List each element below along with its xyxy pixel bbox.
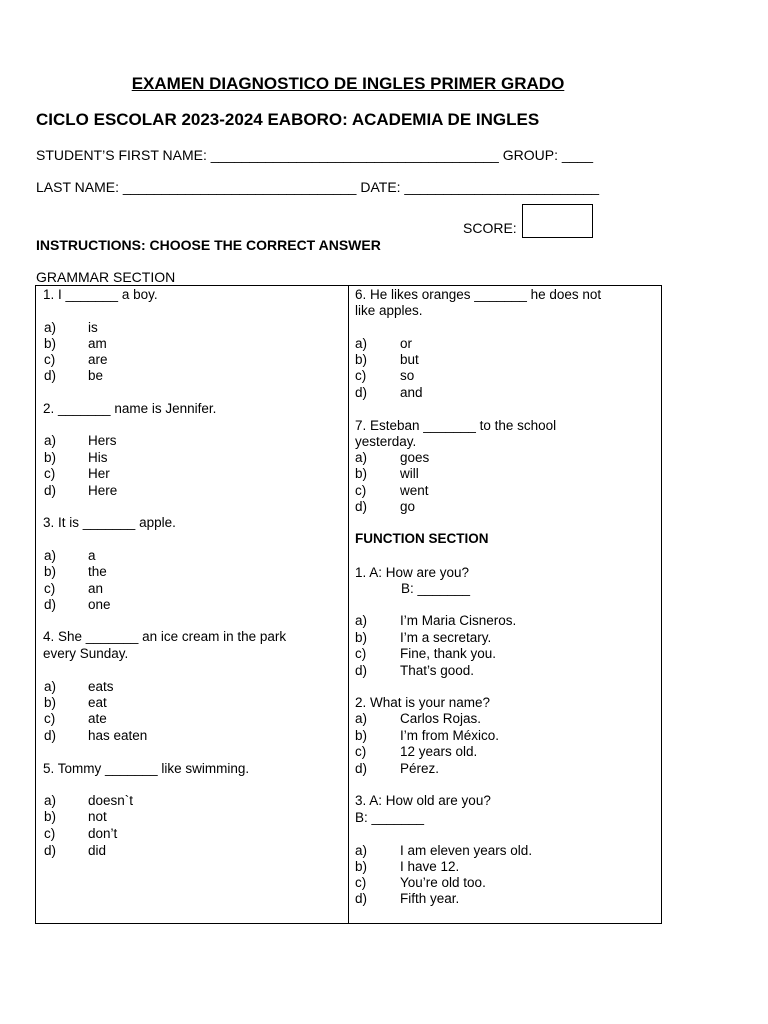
option-text: Here bbox=[88, 483, 118, 498]
question-6-line-1: 6. He likes oranges _______ he does not bbox=[355, 287, 602, 302]
question-3: 3. It is _______ apple. bbox=[43, 515, 176, 530]
option-text: go bbox=[400, 499, 416, 514]
option-text: goes bbox=[400, 450, 430, 465]
question-1: 1. I _______ a boy. bbox=[43, 287, 158, 302]
option-text: is bbox=[88, 320, 98, 335]
option-text: are bbox=[88, 352, 108, 367]
option-text: 12 years old. bbox=[400, 744, 478, 759]
option-text: and bbox=[400, 385, 423, 400]
option-letter: b) bbox=[355, 352, 368, 367]
option-text: has eaten bbox=[88, 728, 148, 743]
option-text: will bbox=[400, 466, 419, 481]
option-letter: a) bbox=[355, 711, 368, 726]
score-box bbox=[522, 204, 593, 238]
option-letter: b) bbox=[355, 630, 368, 645]
question-4-line-1: 4. She _______ an ice cream in the park bbox=[43, 629, 287, 644]
option-text: doesn`t bbox=[88, 793, 134, 808]
option-letter: d) bbox=[355, 499, 368, 514]
option-letter: a) bbox=[44, 548, 57, 563]
option-text: ate bbox=[88, 711, 107, 726]
grammar-section-heading: GRAMMAR SECTION bbox=[36, 269, 176, 285]
option-letter: c) bbox=[44, 826, 56, 841]
exam-title: EXAMEN DIAGNOSTICO DE INGLES PRIMER GRADO bbox=[131, 74, 565, 93]
option-letter: d) bbox=[44, 728, 57, 743]
option-letter: d) bbox=[44, 483, 57, 498]
option-letter: b) bbox=[44, 809, 57, 824]
option-letter: c) bbox=[355, 368, 367, 383]
option-letter: c) bbox=[44, 711, 56, 726]
option-text: an bbox=[88, 581, 104, 596]
question-7-line-1: 7. Esteban _______ to the school bbox=[355, 418, 557, 433]
function-section-heading: FUNCTION SECTION bbox=[355, 531, 489, 546]
function-1-line-2: B: _______ bbox=[401, 581, 471, 596]
option-text: be bbox=[88, 368, 104, 383]
option-letter: c) bbox=[44, 581, 56, 596]
option-text: That’s good. bbox=[400, 663, 475, 678]
instructions: INSTRUCTIONS: CHOOSE THE CORRECT ANSWER bbox=[36, 237, 381, 253]
option-text: went bbox=[400, 483, 429, 498]
option-text: I’m a secretary. bbox=[400, 630, 492, 645]
option-text: I’m Maria Cisneros. bbox=[400, 613, 517, 628]
school-cycle-line: CICLO ESCOLAR 2023-2024 EABORO: ACADEMIA DE INGLES bbox=[36, 110, 540, 129]
option-letter: d) bbox=[355, 891, 368, 906]
option-letter: d) bbox=[355, 385, 368, 400]
option-letter: b) bbox=[44, 450, 57, 465]
option-text: You’re old too. bbox=[400, 875, 486, 890]
option-text: Hers bbox=[88, 433, 117, 448]
option-letter: b) bbox=[44, 336, 57, 351]
option-letter: a) bbox=[355, 450, 368, 465]
option-letter: a) bbox=[355, 613, 368, 628]
option-letter: a) bbox=[44, 793, 57, 808]
score-label: SCORE: bbox=[463, 220, 517, 236]
option-letter: a) bbox=[44, 433, 57, 448]
option-text: a bbox=[88, 548, 96, 563]
option-letter: b) bbox=[355, 728, 368, 743]
question-4-line-2: every Sunday. bbox=[43, 646, 129, 661]
option-letter: b) bbox=[44, 695, 57, 710]
option-text: eat bbox=[88, 695, 107, 710]
option-letter: b) bbox=[355, 859, 368, 874]
option-letter: c) bbox=[355, 875, 367, 890]
option-letter: d) bbox=[44, 597, 57, 612]
option-text: I am eleven years old. bbox=[400, 843, 533, 858]
function-2: 2. What is your name? bbox=[355, 695, 491, 710]
function-3-line-1: 3. A: How old are you? bbox=[355, 793, 491, 808]
option-text: not bbox=[88, 809, 107, 824]
option-letter: d) bbox=[355, 761, 368, 776]
option-letter: a) bbox=[355, 336, 368, 351]
question-6-line-2: like apples. bbox=[355, 303, 423, 318]
option-letter: b) bbox=[44, 564, 57, 579]
option-letter: a) bbox=[44, 679, 57, 694]
option-letter: c) bbox=[355, 646, 367, 661]
option-letter: a) bbox=[44, 320, 57, 335]
option-text: but bbox=[400, 352, 419, 367]
function-1-line-1: 1. A: How are you? bbox=[355, 565, 470, 580]
last-name-line: LAST NAME: ______________________________ DATE: _________________________ bbox=[36, 179, 600, 195]
option-letter: c) bbox=[355, 744, 367, 759]
first-name-line: STUDENT’S FIRST NAME: _____________________________________ GROUP: ____ bbox=[36, 147, 593, 163]
option-text: Fine, thank you. bbox=[400, 646, 497, 661]
option-letter: c) bbox=[44, 466, 56, 481]
option-text: the bbox=[88, 564, 107, 579]
option-letter: c) bbox=[44, 352, 56, 367]
option-text: so bbox=[400, 368, 415, 383]
question-7-line-2: yesterday. bbox=[355, 434, 417, 449]
option-text: or bbox=[400, 336, 413, 351]
option-text: Her bbox=[88, 466, 110, 481]
option-text: Carlos Rojas. bbox=[400, 711, 482, 726]
option-text: His bbox=[88, 450, 108, 465]
option-text: one bbox=[88, 597, 111, 612]
option-letter: a) bbox=[355, 843, 368, 858]
option-text: am bbox=[88, 336, 107, 351]
option-text: did bbox=[88, 843, 107, 858]
option-letter: d) bbox=[44, 368, 57, 383]
option-letter: d) bbox=[44, 843, 57, 858]
option-text: Fifth year. bbox=[400, 891, 460, 906]
option-letter: d) bbox=[355, 663, 368, 678]
option-text: don’t bbox=[88, 826, 118, 841]
option-text: Pérez. bbox=[400, 761, 440, 776]
question-2: 2. _______ name is Jennifer. bbox=[43, 401, 217, 416]
question-5: 5. Tommy _______ like swimming. bbox=[43, 761, 250, 776]
function-3-line-2: B: _______ bbox=[355, 810, 425, 825]
column-divider bbox=[348, 285, 349, 923]
option-letter: b) bbox=[355, 466, 368, 481]
option-text: I’m from México. bbox=[400, 728, 500, 743]
option-text: I have 12. bbox=[400, 859, 460, 874]
option-text: eats bbox=[88, 679, 114, 694]
option-letter: c) bbox=[355, 483, 367, 498]
